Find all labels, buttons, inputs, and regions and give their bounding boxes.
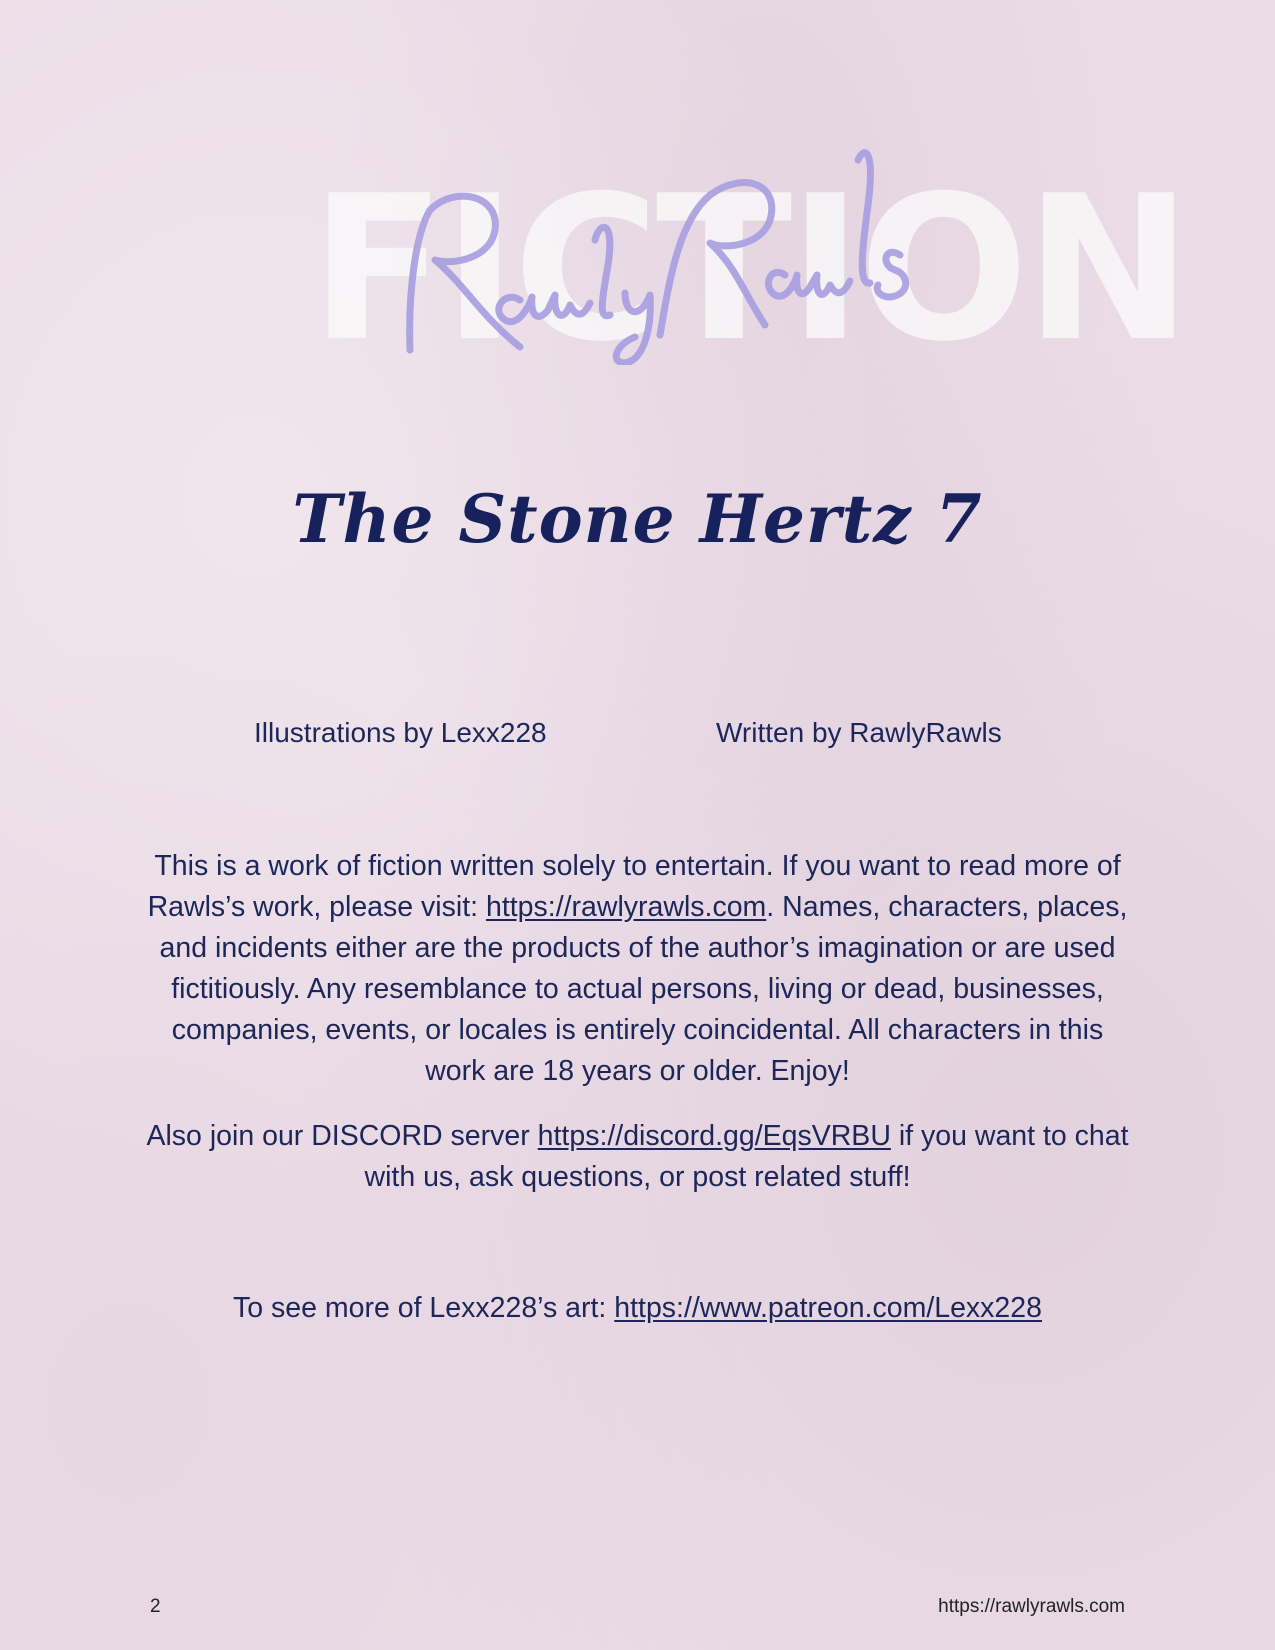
- disclaimer-text-1: This is a work of fiction written solely to entertain. If you want to read more of Rawls’s work, please visit:: [147, 850, 1121, 923]
- story-title: The Stone Hertz 7: [292, 480, 983, 558]
- discord-text-2: if you want to chat with us, ask questions, or post related stuff!: [364, 1120, 1129, 1193]
- footer-url: https://rawlyrawls.com: [938, 1596, 1125, 1617]
- logo-script-signature: [370, 125, 930, 365]
- patreon-link[interactable]: https://www.patreon.com/Lexx228: [614, 1292, 1042, 1324]
- illustrations-credit: Illustrations by Lexx228: [254, 717, 547, 748]
- disclaimer-paragraph: [140, 846, 1135, 1092]
- discord-paragraph: [140, 1116, 1135, 1198]
- art-text: To see more of Lexx228’s art:: [233, 1292, 615, 1324]
- rawlyrawls-link[interactable]: https://rawlyrawls.com: [485, 891, 767, 923]
- written-by-credit: Written by RawlyRawls: [716, 717, 1002, 748]
- brand-logo: [310, 115, 1189, 386]
- logo-word: FICTION: [310, 153, 1189, 386]
- page-number: 2: [150, 1596, 161, 1617]
- disclaimer-text-2: . Names, characters, places, and incidents either are the products of the author’s imagination or are used fictitiously. Any resemblance to actual persons, living or dead, businesses, companies, events, or locales is entirely coincidental. All characters in this work are 18 years or older. Enjoy!: [159, 891, 1128, 1087]
- discord-text-1: Also join our DISCORD server: [146, 1120, 538, 1152]
- art-paragraph: [140, 1288, 1135, 1329]
- discord-link[interactable]: https://discord.gg/EqsVRBU: [537, 1120, 891, 1152]
